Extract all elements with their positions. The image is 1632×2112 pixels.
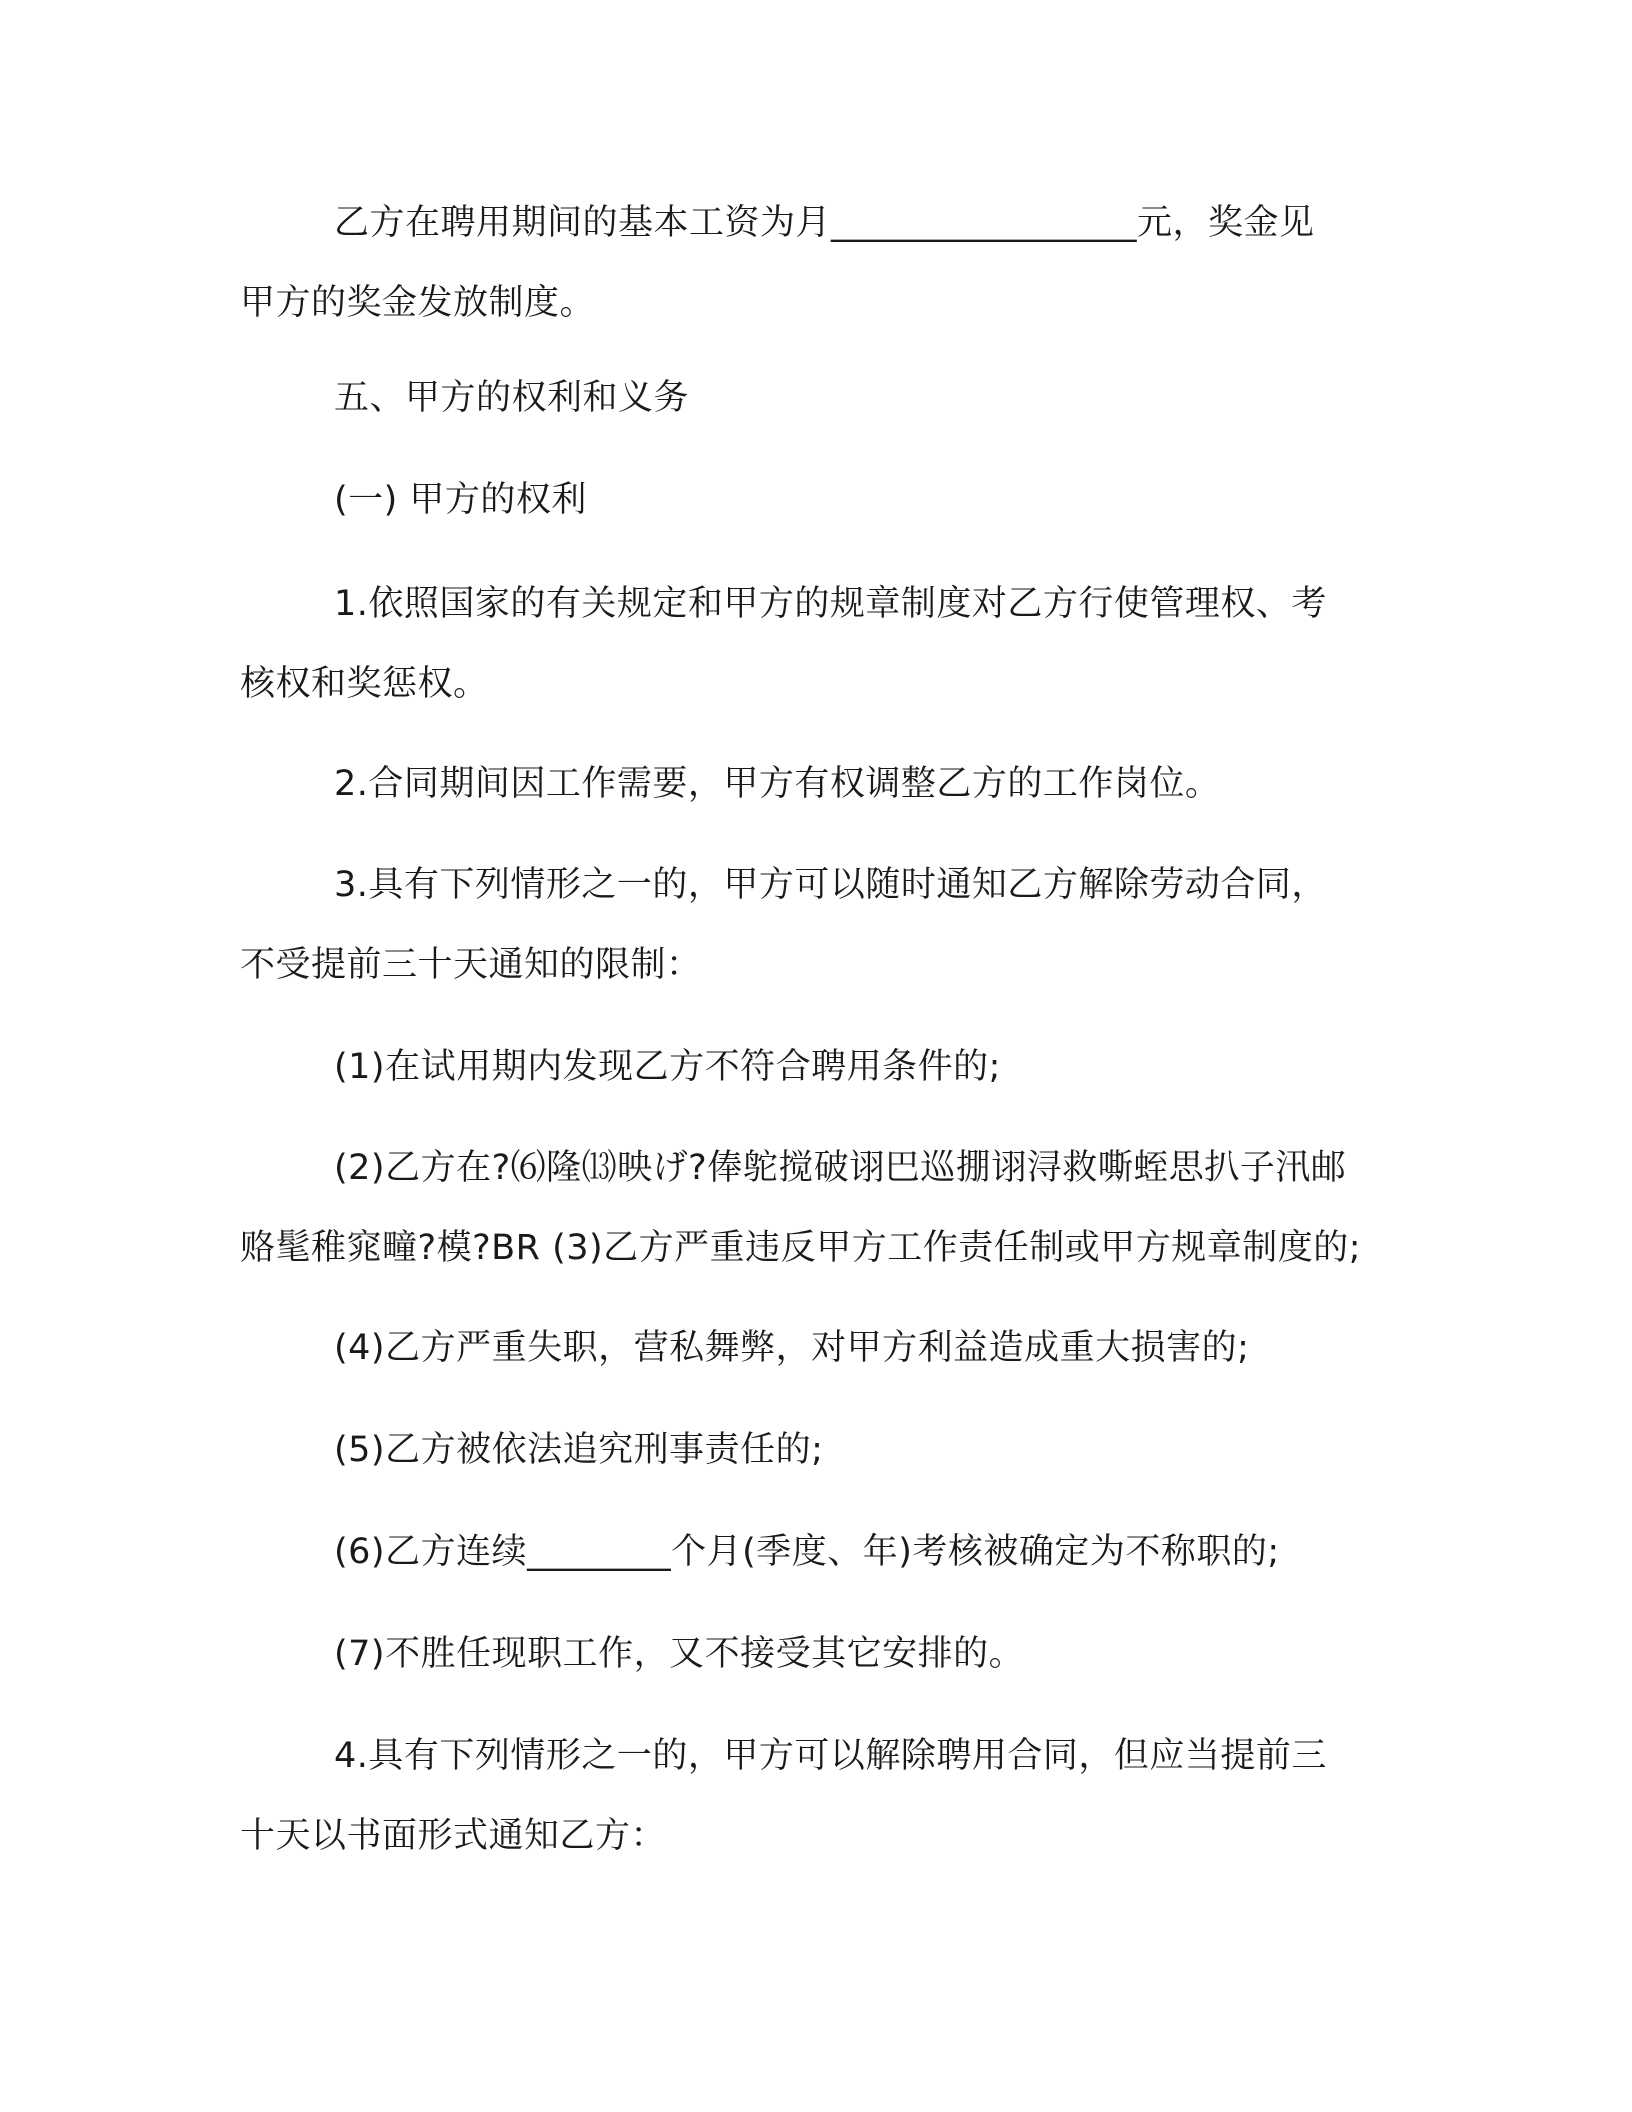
item-5 (240, 1410, 1400, 1490)
list-item: (1)在试用期内发现乙方不符合聘用条件的; (334, 1047, 1001, 1087)
clause-4 (240, 1716, 1400, 1876)
heading-text: (一) 甲方的权利 (334, 480, 587, 520)
clause-3 (240, 845, 1400, 1005)
list-item: 赂髦稚窕疃?模?BR (3)乙方严重违反甲方工作责任制或甲方规章制度的; (240, 1228, 1361, 1268)
list-item: (5)乙方被依法追究刑事责任的; (334, 1430, 824, 1470)
paragraph-line: 甲方的奖金发放制度。 (240, 283, 596, 323)
heading-text: 五、甲方的权利和义务 (334, 378, 690, 418)
item-4 (240, 1308, 1400, 1388)
list-item: (7)不胜任现职工作，又不接受其它安排的。 (334, 1634, 1025, 1674)
list-item: (2)乙方在?⑹隆⒀映げ?俸鸵搅破诩巴巡掤诩浔救嘶蛭思扒子汛邮 (334, 1148, 1347, 1188)
list-item: (6)乙方连续________个月(季度、年)考核被确定为不称职的; (334, 1532, 1280, 1572)
item-7 (240, 1614, 1400, 1694)
item-6 (240, 1512, 1400, 1592)
paragraph-line: 核权和奖惩权。 (240, 664, 489, 704)
list-item: (4)乙方严重失职，营私舞弊，对甲方利益造成重大损害的; (334, 1328, 1250, 1368)
paragraph-line: 2.合同期间因工作需要，甲方有权调整乙方的工作岗位。 (334, 764, 1221, 804)
subsection-heading (240, 460, 1400, 540)
paragraph-line: 乙方在聘用期间的基本工资为月_________________元，奖金见 (334, 203, 1315, 243)
item-2-3 (240, 1128, 1400, 1288)
paragraph-line: 1.依照国家的有关规定和甲方的规章制度对乙方行使管理权、考 (334, 584, 1327, 624)
paragraph-line: 3.具有下列情形之一的，甲方可以随时通知乙方解除劳动合同， (334, 865, 1327, 905)
section-heading (240, 358, 1400, 438)
paragraph-line: 4.具有下列情形之一的，甲方可以解除聘用合同，但应当提前三 (334, 1736, 1327, 1776)
paragraph-line: 十天以书面形式通知乙方： (240, 1816, 667, 1856)
paragraph-salary (240, 183, 1400, 343)
clause-1 (240, 564, 1400, 724)
clause-2 (240, 744, 1400, 824)
item-1 (240, 1027, 1400, 1107)
paragraph-line: 不受提前三十天通知的限制： (240, 945, 702, 985)
